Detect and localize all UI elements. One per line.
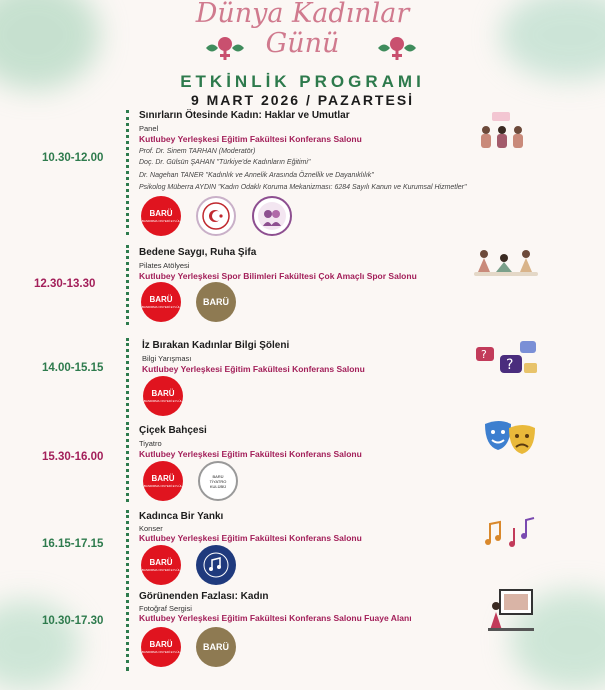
timeline-divider-5 <box>126 510 132 590</box>
event-3-title: İz Bırakan Kadınlar Bilgi Şöleni <box>142 340 290 351</box>
music-club-logo <box>196 545 236 585</box>
timeline-divider-6 <box>126 593 132 671</box>
program-date: 9 MART 2026 / PAZARTESİ <box>190 92 415 108</box>
crescent-star-icon <box>202 202 230 230</box>
event-5-venue: Kutlubey Yerleşkesi Eğitim Fakültesi Konferans Salonu <box>139 533 362 543</box>
event-3-type: Bilgi Yarışması <box>142 354 192 363</box>
event-1-title: Sınırların Ötesinde Kadın: Haklar ve Umutlar <box>139 110 350 121</box>
baru-logo: BARÜ BANDIRMA ONYEDİ EYLÜL <box>141 627 181 667</box>
panel-discussion-illustration-icon <box>476 110 528 152</box>
timeline-divider-4 <box>126 422 132 502</box>
photo-exhibition-illustration-icon <box>486 588 536 632</box>
event-4-venue: Kutlubey Yerleşkesi Eğitim Fakültesi Konferans Salonu <box>139 449 362 459</box>
event-1-time: 10.30-12.00 <box>42 152 104 164</box>
venus-symbol-left-icon <box>202 33 248 63</box>
svg-text:?: ? <box>481 348 487 361</box>
pilates-illustration-icon <box>474 244 538 278</box>
event-3-time: 14.00-15.15 <box>42 362 104 374</box>
baru-logo-text: BARÜ <box>151 389 175 398</box>
baru-logo-text: BARÜ <box>149 209 173 218</box>
event-4-title: Çiçek Bahçesi <box>139 425 207 436</box>
ministry-logo <box>196 196 236 236</box>
baru-logo: BARÜ BANDIRMA ONYEDİ EYLÜL <box>143 461 183 501</box>
baru-logo: BARÜ BANDIRMA ONYEDİ EYLÜL <box>141 545 181 585</box>
theatre-club-logo-text: BARÜ TİYATRO KULÜBÜ <box>209 473 227 489</box>
event-6-type: Fotoğraf Sergisi <box>139 604 192 613</box>
event-2-venue: Kutlubey Yerleşkesi Spor Bilimleri Fakültesi Çok Amaçlı Spor Salonu <box>139 271 417 281</box>
title-line-1: Dünya Kadınlar <box>195 0 410 29</box>
event-6-title: Görünenden Fazlası: Kadın <box>139 591 269 602</box>
event-1-speaker-3: Dr. Nagehan TANER "Kadınlık ve Annelik Arasında Öznellik ve Dayanıklılık" <box>139 172 374 179</box>
event-2-type: Pilates Atölyesi <box>139 261 190 270</box>
event-6-time: 10.30-17.30 <box>42 615 104 627</box>
event-2-time: 12.30-13.30 <box>34 278 96 290</box>
event-4-time: 15.30-16.00 <box>42 451 104 463</box>
event-1-type: Panel <box>139 124 159 133</box>
baru-logo: BARÜ BANDIRMA ONYEDİ EYLÜL <box>141 282 181 322</box>
baru-logo-text: BARÜ <box>151 474 175 483</box>
timeline-divider-1 <box>126 110 132 235</box>
baru-gold-logo <box>196 282 236 322</box>
theatre-club-logo <box>198 461 238 501</box>
program-heading: ETKİNLİK PROGRAMI <box>180 72 425 91</box>
event-3-venue: Kutlubey Yerleşkesi Eğitim Fakültesi Konferans Salonu <box>142 364 365 374</box>
baru-logo-text: BARÜ <box>149 295 173 304</box>
timeline-divider-3 <box>126 338 132 418</box>
baru-logo: BARÜ BANDIRMA ONYEDİ EYLÜL <box>143 376 183 416</box>
event-1-speaker-4: Psikolog Müberra AYDIN "Kadın Odaklı Koruma Mekanizması: 6284 Sayılı Kanun ve Kurumsal Hizmetler" <box>139 184 467 191</box>
venus-symbol-right-icon <box>374 33 420 63</box>
baru-logo: BARÜ BANDIRMA ONYEDİ EYLÜL <box>141 196 181 236</box>
music-club-emblem-icon <box>203 552 229 578</box>
event-6-venue: Kutlubey Yerleşkesi Eğitim Fakültesi Konferans Salonu Fuaye Alanı <box>139 613 412 623</box>
baru-gold-logo-text: BARÜ <box>203 297 229 307</box>
women-portrait-icon <box>257 201 287 231</box>
title-line-2: Günü <box>265 28 340 59</box>
event-5-title: Kadınca Bir Yankı <box>139 511 224 522</box>
quiz-question-illustration-icon <box>476 341 538 377</box>
event-1-speaker-2: Doç. Dr. Gülsün ŞAHAN "Türkiye'de Kadınların Eğitimi" <box>139 159 311 166</box>
event-2-title: Bedene Saygı, Ruha Şifa <box>139 247 257 258</box>
event-1-venue: Kutlubey Yerleşkesi Eğitim Fakültesi Konferans Salonu <box>139 134 362 144</box>
theatre-masks-illustration-icon <box>481 418 539 456</box>
baru-logo-text: BARÜ <box>149 558 173 567</box>
timeline-divider-2 <box>126 245 132 325</box>
baru-gold-logo-text: BARÜ <box>203 642 229 652</box>
event-5-time: 16.15-17.15 <box>42 538 104 550</box>
women-club-logo <box>252 196 292 236</box>
watercolor-bottom-left <box>0 600 80 690</box>
baru-gold-logo <box>196 627 236 667</box>
baru-logo-text: BARÜ <box>149 640 173 649</box>
svg-text:?: ? <box>506 357 514 373</box>
music-notes-illustration-icon <box>482 516 536 550</box>
event-1-speaker-1: Prof. Dr. Sinem TARHAN (Moderatör) <box>139 148 256 155</box>
event-5-type: Konser <box>139 524 163 533</box>
event-4-type: Tiyatro <box>139 439 162 448</box>
